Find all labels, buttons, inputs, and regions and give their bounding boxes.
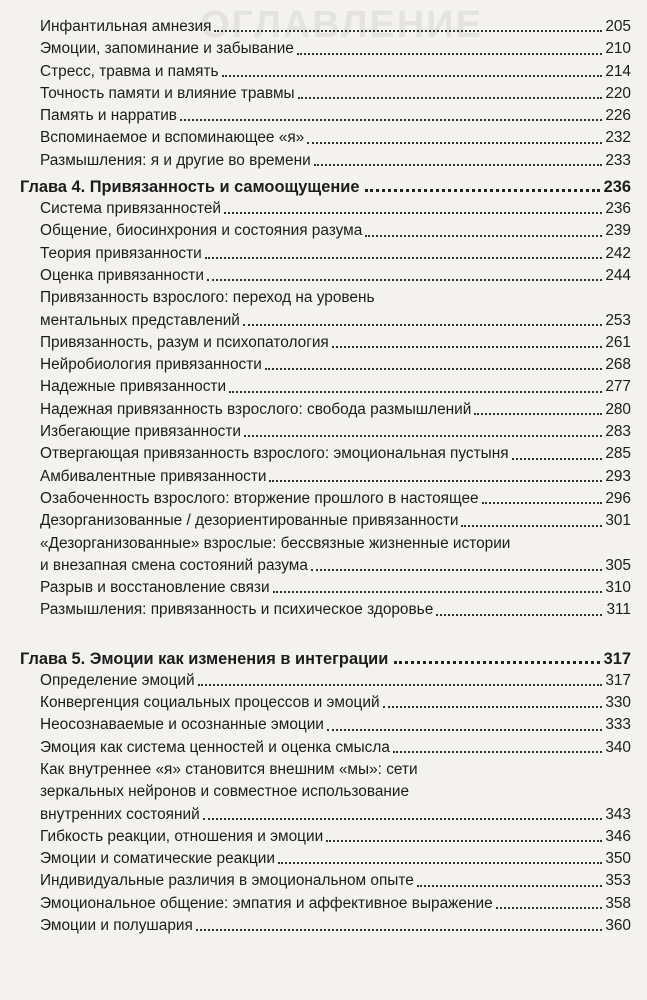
leader-dots bbox=[205, 255, 602, 259]
toc-entry-page: 317 bbox=[605, 671, 631, 689]
toc-entry[interactable] bbox=[0, 781, 647, 803]
toc-entry-page: 233 bbox=[605, 151, 631, 169]
toc-entry[interactable] bbox=[0, 220, 647, 242]
toc-entry-text: Размышления: я и другие во времени bbox=[40, 151, 311, 169]
toc-entry-text: Как внутреннее «я» становится внешним «мы»: сети bbox=[40, 760, 418, 778]
toc-entry[interactable] bbox=[0, 310, 647, 332]
toc-entry-page: 305 bbox=[605, 556, 631, 574]
toc-entry[interactable] bbox=[0, 83, 647, 105]
toc-entry-text: Нейробиология привязанности bbox=[40, 356, 262, 374]
toc-entry[interactable] bbox=[0, 399, 647, 421]
toc-entry[interactable] bbox=[0, 915, 647, 937]
leader-dots bbox=[269, 478, 602, 482]
toc-entry-text: Привязанность, разум и психопатология bbox=[40, 333, 329, 351]
toc-entry[interactable] bbox=[0, 265, 647, 287]
leader-dots bbox=[383, 704, 602, 708]
leader-dots bbox=[365, 233, 602, 237]
toc-entry-page: 277 bbox=[605, 378, 631, 396]
toc-entry-text: Эмоции и соматические реакции bbox=[40, 850, 275, 868]
toc-entry-text: Привязанность взрослого: переход на уровень bbox=[40, 289, 375, 307]
toc-entry[interactable] bbox=[0, 376, 647, 398]
leader-dots bbox=[243, 322, 602, 326]
toc-entry-page: 232 bbox=[605, 129, 631, 147]
toc-entry-text: Индивидуальные различия в эмоциональном опыте bbox=[40, 872, 414, 890]
leader-dots bbox=[198, 682, 602, 686]
toc-entry-text: Надежная привязанность взрослого: свобода размышлений bbox=[40, 400, 472, 418]
toc-entry-text: Гибкость реакции, отношения и эмоции bbox=[40, 827, 324, 845]
toc-entry-text: Неосознаваемые и осознанные эмоции bbox=[40, 716, 324, 734]
table-of-contents bbox=[0, 16, 647, 937]
toc-entry[interactable] bbox=[0, 198, 647, 220]
toc-entry-page: 205 bbox=[605, 18, 631, 35]
toc-entry-text: ментальных представлений bbox=[40, 311, 240, 329]
toc-entry-page: 301 bbox=[605, 512, 631, 530]
leader-dots bbox=[222, 73, 602, 77]
toc-entry[interactable] bbox=[0, 577, 647, 599]
leader-dots bbox=[393, 749, 602, 753]
toc-entry[interactable] bbox=[0, 354, 647, 376]
chapter-heading[interactable] bbox=[0, 648, 647, 670]
leader-dots bbox=[417, 883, 602, 887]
leader-dots bbox=[196, 927, 602, 931]
toc-entry-text: Инфантильная амнезия bbox=[40, 18, 212, 35]
leader-dots bbox=[180, 117, 602, 121]
toc-entry-text: Точность памяти и влияние травмы bbox=[40, 84, 295, 102]
leader-dots bbox=[332, 344, 602, 348]
toc-entry-page: 226 bbox=[605, 107, 631, 125]
toc-entry[interactable] bbox=[0, 670, 647, 692]
leader-dots bbox=[307, 140, 602, 144]
toc-entry[interactable] bbox=[0, 287, 647, 309]
toc-entry-text: Разрыв и восстановление связи bbox=[40, 579, 270, 597]
leader-dots bbox=[214, 28, 602, 32]
toc-entry[interactable] bbox=[0, 848, 647, 870]
toc-entry[interactable] bbox=[0, 105, 647, 127]
toc-entry-page: 239 bbox=[605, 222, 631, 240]
toc-entry-text: и внезапная смена состояний разума bbox=[40, 556, 308, 574]
leader-dots bbox=[311, 567, 602, 571]
toc-entry[interactable] bbox=[0, 150, 647, 172]
toc-entry-page: 358 bbox=[605, 894, 631, 912]
chapter-title: Глава 4. Привязанность и самоощущение bbox=[20, 178, 360, 197]
leader-dots bbox=[265, 366, 602, 370]
toc-entry[interactable] bbox=[0, 510, 647, 532]
toc-entry-page: 333 bbox=[605, 716, 631, 734]
toc-entry-page: 253 bbox=[605, 311, 631, 329]
toc-entry[interactable] bbox=[0, 692, 647, 714]
toc-entry-text: Эмоциональное общение: эмпатия и аффективное выражение bbox=[40, 894, 493, 912]
toc-entry[interactable] bbox=[0, 466, 647, 488]
leader-dots bbox=[482, 500, 602, 504]
toc-entry-text: Стресс, травма и память bbox=[40, 62, 219, 80]
toc-entry[interactable] bbox=[0, 243, 647, 265]
leader-dots bbox=[278, 860, 602, 864]
toc-entry-page: 261 bbox=[605, 333, 631, 351]
toc-entry-text: Система привязанностей bbox=[40, 200, 221, 218]
toc-entry-text: Вспоминаемое и вспоминающее «я» bbox=[40, 129, 305, 147]
leader-dots bbox=[326, 838, 602, 842]
toc-entry-text: Надежные привязанности bbox=[40, 378, 227, 396]
toc-entry-page: 296 bbox=[605, 489, 631, 507]
toc-entry-page: 343 bbox=[605, 805, 631, 823]
leader-dots bbox=[229, 389, 602, 393]
toc-entry[interactable] bbox=[0, 555, 647, 577]
toc-entry-page: 236 bbox=[605, 200, 631, 218]
toc-entry-page: 310 bbox=[605, 579, 631, 597]
toc-entry-page: 283 bbox=[605, 423, 631, 441]
toc-entry-page: 340 bbox=[605, 738, 631, 756]
show-through-heading: ОГЛАВЛЕНИЕ bbox=[200, 4, 483, 46]
toc-entry[interactable] bbox=[0, 599, 647, 621]
toc-entry-text: внутренних состояний bbox=[40, 805, 200, 823]
leader-dots bbox=[474, 411, 602, 415]
leader-dots bbox=[461, 523, 602, 527]
chapter-page: 317 bbox=[603, 649, 631, 668]
toc-entry[interactable] bbox=[0, 421, 647, 443]
leader-dots bbox=[394, 658, 599, 664]
toc-entry-page: 210 bbox=[605, 40, 631, 58]
toc-entry-page: 360 bbox=[605, 916, 631, 934]
toc-entry[interactable] bbox=[0, 826, 647, 848]
toc-entry-text: Амбивалентные привязанности bbox=[40, 467, 267, 485]
leader-dots bbox=[203, 816, 602, 820]
toc-section-c bbox=[0, 670, 647, 938]
toc-entry[interactable] bbox=[0, 714, 647, 736]
leader-dots bbox=[297, 51, 602, 55]
toc-entry-page: 293 bbox=[605, 467, 631, 485]
toc-section-b bbox=[0, 198, 647, 622]
toc-entry-text: Оценка привязанности bbox=[40, 266, 204, 284]
chapter-page: 236 bbox=[603, 178, 631, 197]
toc-entry[interactable] bbox=[0, 533, 647, 555]
toc-entry-page: 346 bbox=[605, 827, 631, 845]
toc-entry-text: Отвергающая привязанность взрослого: эмоциональная пустыня bbox=[40, 445, 509, 463]
chapter-title: Глава 5. Эмоции как изменения в интеграции bbox=[20, 649, 389, 668]
toc-entry[interactable] bbox=[0, 737, 647, 759]
toc-entry[interactable] bbox=[0, 332, 647, 354]
chapter-heading[interactable] bbox=[0, 176, 647, 198]
toc-entry-text: Теория привязанности bbox=[40, 244, 202, 262]
toc-entry-page: 285 bbox=[605, 445, 631, 463]
toc-entry-text: Определение эмоций bbox=[40, 671, 195, 689]
toc-entry-text: Конвергенция социальных процессов и эмоций bbox=[40, 694, 380, 712]
toc-entry[interactable] bbox=[0, 16, 647, 38]
toc-entry-text: зеркальных нейронов и совместное использование bbox=[40, 783, 410, 801]
toc-entry[interactable] bbox=[0, 893, 647, 915]
toc-entry-page: 330 bbox=[605, 694, 631, 712]
toc-entry-text: Эмоция как система ценностей и оценка смысла bbox=[40, 738, 390, 756]
leader-dots bbox=[512, 456, 602, 460]
toc-entry[interactable] bbox=[0, 804, 647, 826]
leader-dots bbox=[224, 210, 602, 214]
toc-entry[interactable] bbox=[0, 61, 647, 83]
toc-entry[interactable] bbox=[0, 38, 647, 60]
leader-dots bbox=[327, 727, 602, 731]
leader-dots bbox=[496, 905, 602, 909]
toc-entry-page: 268 bbox=[605, 356, 631, 374]
toc-entry-text: «Дезорганизованные» взрослые: бессвязные жизненные истории bbox=[40, 534, 511, 552]
toc-entry-page: 214 bbox=[605, 62, 631, 80]
toc-entry-page: 280 bbox=[605, 400, 631, 418]
toc-entry-text: Озабоченность взрослого: вторжение прошлого в настоящее bbox=[40, 489, 479, 507]
toc-entry-page: 311 bbox=[606, 601, 631, 619]
toc-entry-page: 353 bbox=[605, 872, 631, 890]
leader-dots bbox=[436, 612, 602, 616]
toc-section-a bbox=[0, 16, 647, 172]
leader-dots bbox=[365, 186, 599, 192]
toc-entry[interactable] bbox=[0, 870, 647, 892]
toc-entry-page: 242 bbox=[605, 244, 631, 262]
toc-entry-text: Дезорганизованные / дезориентированные привязанности bbox=[40, 512, 459, 530]
toc-entry-text: Размышления: привязанность и психическое здоровье bbox=[40, 601, 434, 619]
leader-dots bbox=[314, 162, 602, 166]
leader-dots bbox=[298, 95, 602, 99]
toc-entry-text: Память и нарратив bbox=[40, 107, 177, 125]
toc-entry-text: Избегающие привязанности bbox=[40, 423, 241, 441]
toc-entry-page: 244 bbox=[605, 266, 631, 284]
leader-dots bbox=[273, 589, 602, 593]
toc-entry[interactable] bbox=[0, 127, 647, 149]
toc-entry-text: Эмоции, запоминание и забывание bbox=[40, 40, 294, 58]
toc-entry-page: 350 bbox=[605, 850, 631, 868]
toc-entry-text: Общение, биосинхрония и состояния разума bbox=[40, 222, 363, 240]
toc-entry[interactable] bbox=[0, 759, 647, 781]
leader-dots bbox=[244, 433, 602, 437]
leader-dots bbox=[207, 277, 602, 281]
toc-entry[interactable] bbox=[0, 488, 647, 510]
toc-entry[interactable] bbox=[0, 443, 647, 465]
toc-entry-page: 220 bbox=[605, 84, 631, 102]
toc-entry-text: Эмоции и полушария bbox=[40, 916, 193, 934]
